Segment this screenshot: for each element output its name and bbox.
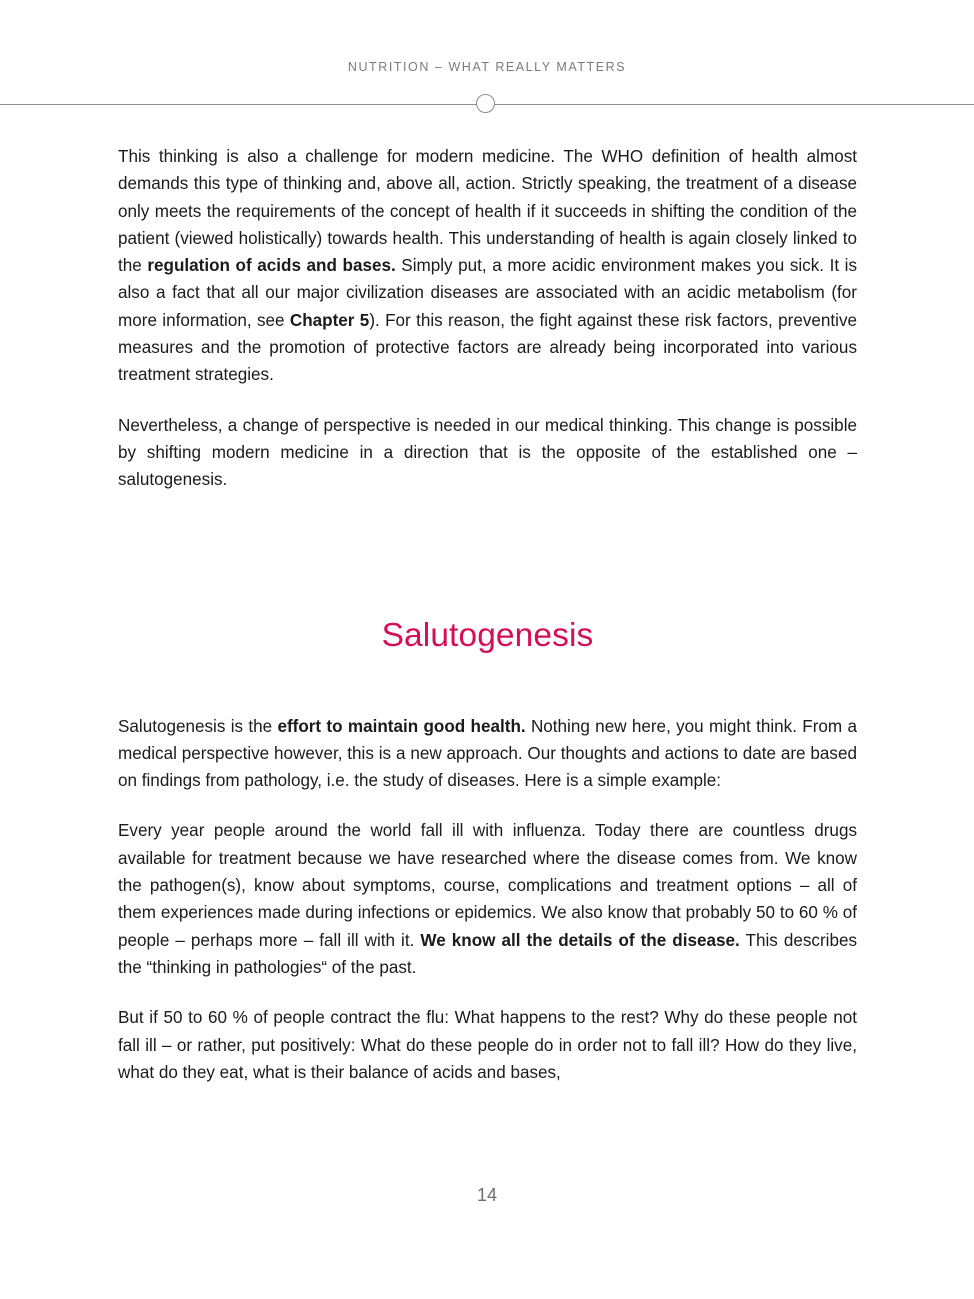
heading-top-spacer: [118, 517, 857, 617]
header-divider: [0, 94, 974, 116]
running-head: NUTRITION – WHAT REALLY MATTERS: [347, 60, 627, 74]
page-content: [118, 143, 857, 1086]
paragraph-1: This thinking is also a challenge for modern medicine. The WHO definition of health almost demands this type of thinking and, above all, action. Strictly speaking, the treatment of a disease only meets the requirements of the concept of health if it succeeds in shifting the condition of the patient (viewed holistically) towards health. This understanding of health is again closely linked to the regulation of acids and bases. Simply put, a more acidic environment makes you sick. It is also a fact that all our major civilization diseases are associated with an acidic metabolism (for more information, see Chapter 5). For this reason, the fight against these risk factors, preventive measures and the promotion of protective factors are already being incorporated into various treatment strategies.: [118, 147, 858, 385]
paragraph-2: Nevertheless, a change of perspective is needed in our medical thinking. This change is possible by shifting modern medicine in a direction that is the opposite of the established one – salutogenesis.: [118, 415, 857, 490]
heading-bottom-spacer: [118, 655, 857, 713]
page-number: 14: [476, 1185, 498, 1205]
section-heading-salutogenesis: Salutogenesis: [381, 616, 594, 654]
paragraph-4: Every year people around the world fall ill with influenza. Today there are countless drugs available for treatment because we have researched where the disease comes from. We know the pathogen(s), know about symptoms, course, complications and treatment options – all of them experiences made during infections or epidemics. We also know that probably 50 to 60 % of people – perhaps more – fall ill with it. We know all the details of the disease. This describes the “thinking in pathologies“ of the past.: [118, 821, 858, 977]
paragraph-3: Salutogenesis is the effort to maintain good health. Nothing new here, you might think. From a medical perspective however, this is a new approach. Our thoughts and actions to date are based on findings from pathology, i.e. the study of diseases. Here is a simple example:: [118, 716, 857, 791]
circle-ornament-icon: [476, 94, 495, 113]
paragraph-5: But if 50 to 60 % of people contract the flu: What happens to the rest? Why do these people not fall ill – or rather, put positively: What do these people do in order not to fall ill? How do they live, what do they eat, what is their balance of acids and bases,: [118, 1008, 857, 1082]
